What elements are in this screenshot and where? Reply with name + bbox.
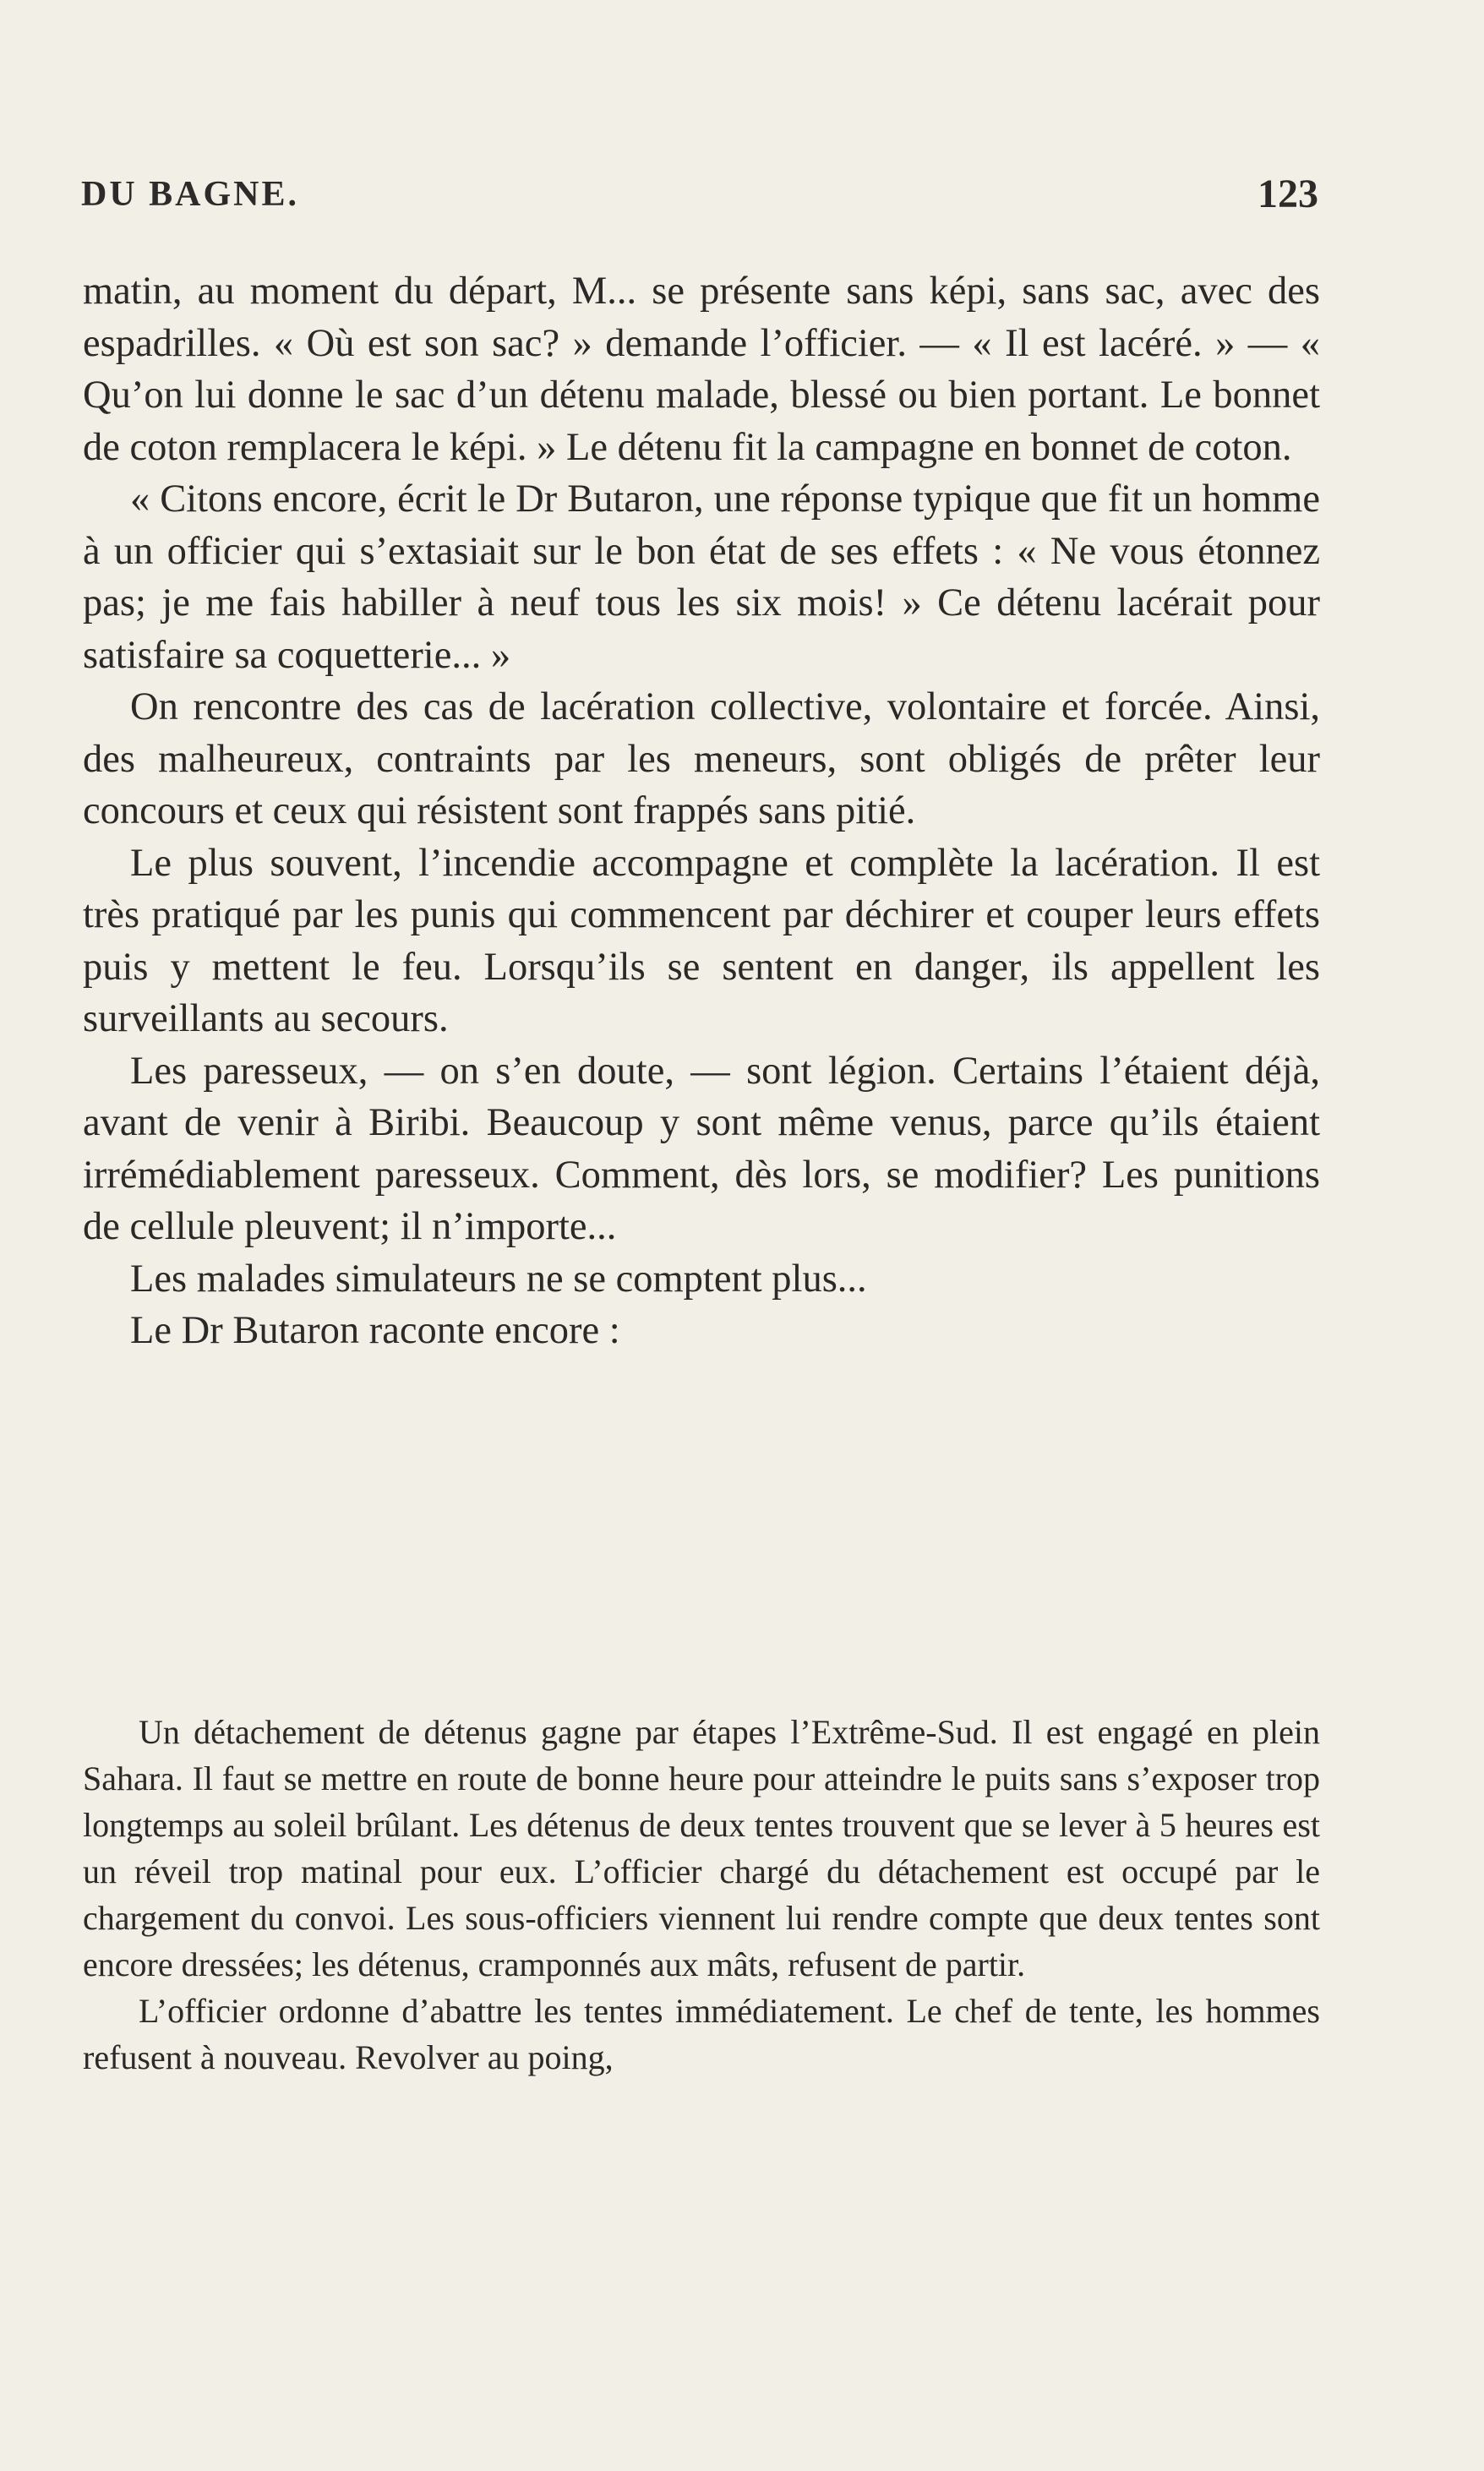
paragraph: Le plus souvent, l’incendie accompagne et complète la lacération. Il est très pratiqué par les punis qui commencent par déchirer et couper leurs effets puis y mettent le feu. Lorsqu’ils se sentent en danger, ils appellent les surveillants au secours. [83,841,1320,1040]
page-number: 123 [1258,172,1318,216]
paragraph: Le Dr Butaron raconte encore : [130,1309,620,1352]
quote-paragraph: Un détachement de détenus gagne par étapes l’Extrême-Sud. Il est engagé en plein Sahara. Il faut se mettre en route de bonne heure pour atteindre le puits sans s’exposer trop longtemps au soleil brûlant. Les détenus de deux tentes trouvent que se lever à 5 heures est un réveil trop matinal pour eux. L’officier chargé du détachement est occupé par le chargement du convoi. Les sous-officiers viennent lui rendre compte que deux tentes sont encore dressées; les détenus, cramponnés aux mâts, refusent de partir. [83,1713,1320,1983]
paragraph: matin, au moment du départ, M... se présente sans képi, sans sac, avec des espadrilles. « Où est son sac? » demande l’officier. — « Il est lacéré. » — « Qu’on lui donne le sac d’un détenu malade, blessé ou bien portant. Le bonnet de coton remplacera le képi. » Le détenu fit la campagne en bonnet de coton. [83,270,1320,469]
running-title: DU BAGNE. [81,175,300,214]
paragraph: « Citons encore, écrit le Dr Butaron, une réponse typique que fit un homme à un officier qui s’extasiait sur le bon état de ses effets : « Ne vous étonnez pas; je me fais habiller à neuf tous les six mois! » Ce détenu lacérait pour satisfaire sa coquetterie... » [83,477,1320,677]
paragraph: On rencontre des cas de lacération collective, volontaire et forcée. Ainsi, des malheureux, contraints par les meneurs, sont obligés de prêter leur concours et ceux qui résistent sont frappés sans pitié. [83,685,1320,832]
paragraph: Les paresseux, — on s’en doute, — sont légion. Certains l’étaient déjà, avant de venir à Biribi. Beaucoup y sont même venus, parce qu’ils étaient irrémédiablement paresseux. Comment, dès lors, se modifier? Les punitions de cellule pleuvent; il n’importe... [83,1049,1320,1248]
quoted-passage [83,1709,1320,2081]
running-head [81,174,1318,221]
paragraph: Les malades simulateurs ne se comptent plus... [130,1257,867,1301]
main-text [83,265,1320,1357]
quote-paragraph: L’officier ordonne d’abattre les tentes immédiatement. Le chef de tente, les hommes refusent à nouveau. Revolver au poing, [83,1992,1320,2076]
